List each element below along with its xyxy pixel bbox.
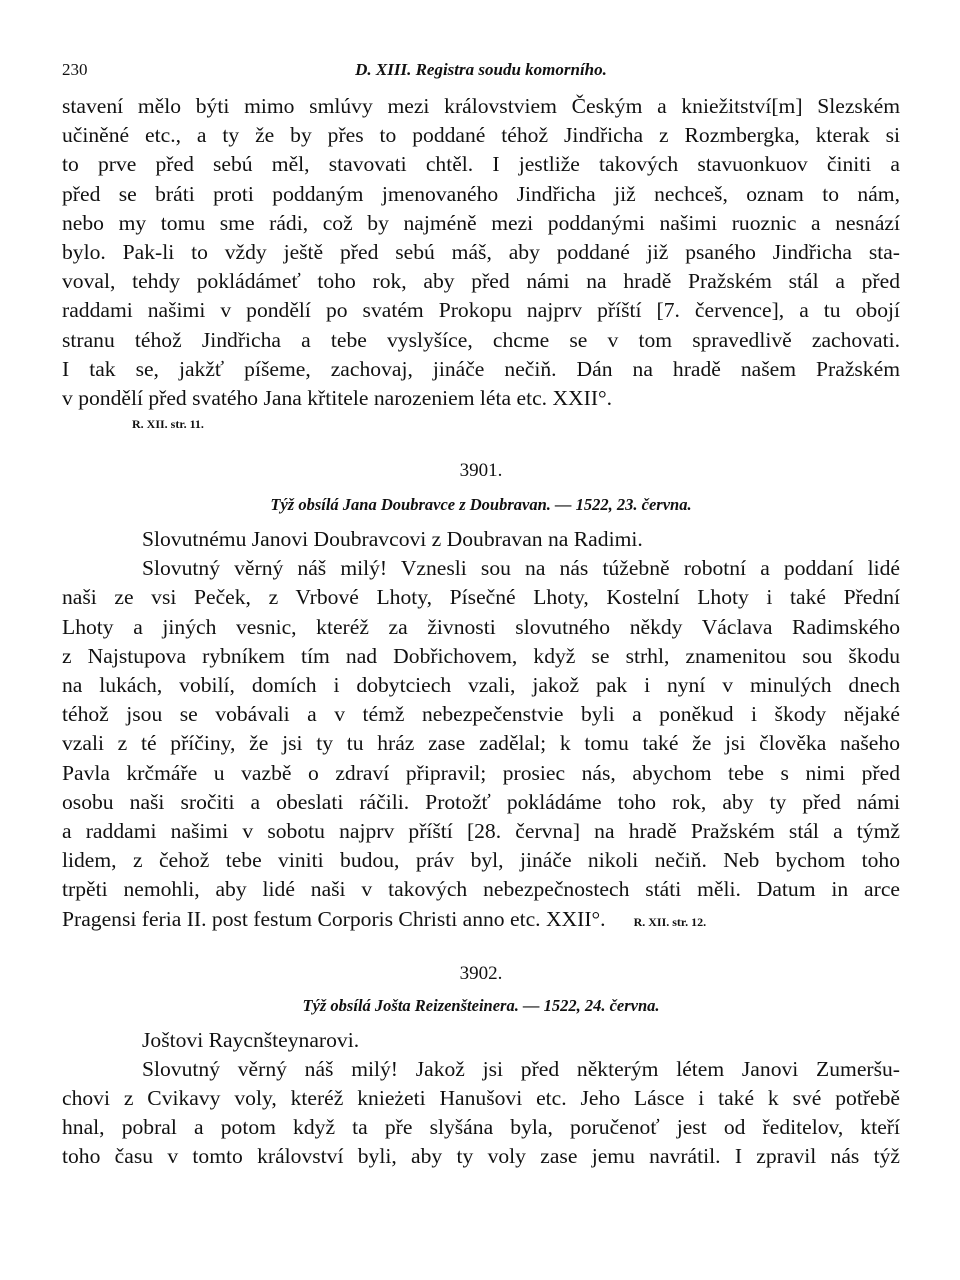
page-number: 230: [62, 60, 88, 79]
text-line: na lukách, vobilí, domích i dobytciech vzali, jakož pak i nyní v minulých dnech: [62, 673, 900, 697]
text-line: před se bráti proti poddaným jmenovaného Jindřicha již nechceš, oznam to nám,: [62, 181, 900, 206]
text-line: Lhoty a jiných vesnic, kteréž za živnosti slovutného někdy Václava Radimského: [62, 614, 900, 639]
text-line: Slovutný věrný náš milý! Vznesli sou na nás túžebně robotní a poddaní lidé: [142, 556, 900, 581]
text-line: lidem, z čehož tebe viniti budou, práv byl, jináče nikoli nečiň. Neb bychom toho: [62, 848, 900, 873]
document-address: Slovutnému Janovi Doubravcovi z Doubravan na Radimi.: [142, 527, 643, 552]
text-line: hnal, pobral a potom když ta pře slyšána byla, poručenoť jest od ředitelov, kteří: [62, 1115, 900, 1140]
text-line: téhož jsou se vobávali a v témž nebezpečenstvie byli a poněkud i škody nějaké: [62, 702, 900, 727]
text-line: a raddami našimi v sobotu najprv příští [28. června] na hradě Pražském stál a týmž: [62, 818, 900, 843]
text-line: Pavla krčmáře u vazbě o zdraví připravil; prosiec nás, abychom tebe s nimi před: [62, 760, 900, 785]
source-reference: R. XII. str. 12.: [633, 914, 707, 929]
text-line: osobu naši sročiti a obeslati ráčili. Protožť pokládáme toho rok, aby ty před námi: [62, 789, 900, 814]
document-summary: Týž obsílá Jošta Reizenšteinera. — 1522, 24. června.: [302, 995, 660, 1015]
text-line: voval, tehdy pokládámeť toho rok, aby před námi na hradě Pražském stál a před: [62, 269, 900, 294]
text-line: Slovutný věrný náš milý! Jakož jsi před některým létem Janovi Zumeršu-: [142, 1056, 900, 1081]
text-line: I tak se, jakžť píšeme, zachovaj, jináče nečiň. Dán na hradě našem Pražském: [62, 356, 900, 381]
document-number: 3901.: [459, 460, 503, 482]
text-line: nebo my tomu sme rádi, což by najméně mezi poddanými našimi ruoznic a nesnází: [62, 210, 900, 235]
document-number: 3902.: [459, 962, 503, 984]
text-line: v pondělí před svatého Jana křtitele narozeniem léta etc. XXII°.: [62, 385, 613, 410]
text-line: vzali z té příčiny, že jsi ty tu hráz zase zadělal; k tomu také že jsi člověka našeho: [62, 731, 900, 756]
text-line: bylo. Pak-li to vždy ještě před sebú máš, aby poddané již psaného Jindřicha sta-: [62, 239, 900, 264]
document-address: Joštovi Raycnšteynarovi.: [142, 1027, 360, 1052]
document-page: [62, 60, 900, 1172]
page-header: [62, 60, 900, 90]
text-line: to prve před sebú měl, stavovati chtěl. I jestliže takových stavuonkuov činiti a: [62, 152, 900, 177]
text-line: chovi z Cvikavy voly, kteréž knieżeti Hanušovi etc. Jeho Lásce i také k své potřebě: [62, 1086, 900, 1111]
text-line: [62, 905, 900, 934]
source-reference: R. XII. str. 11.: [132, 417, 204, 432]
text-line-content: Pragensi feria II. post festum Corporis Christi anno etc. XXII°.: [62, 906, 606, 931]
running-title: D. XIII. Registra soudu komorního.: [355, 60, 607, 79]
text-line: trpěti nemohli, aby lidé naši v takových nebezpečnostech státi měli. Datum in arce: [62, 877, 900, 902]
continuation-text: [62, 92, 900, 435]
text-line: raddami našimi v pondělí po svatém Prokopu najprv příští [7. července], a tu obojí: [62, 298, 900, 323]
document-summary: Týž obsílá Jana Doubravce z Doubravan. — 1522, 23. června.: [270, 495, 692, 515]
text-line: naši ze vsi Peček, z Vrbové Lhoty, Písečné Lhoty, Kostelní Lhoty i také Přední: [62, 585, 900, 610]
text-line: toho času v tomto království byli, aby ty voly zase jemu navrátil. I zpravil nás týž: [62, 1144, 900, 1169]
document-3901: [62, 455, 900, 934]
text-line: z Najstupova rybníkem tím nad Dobřichovem, když se strhl, znamenitou sou škodu: [62, 643, 900, 668]
text-line: stavení mělo býti mimo smlúvy mezi královstviem Českým a kniežitství[m] Slezském: [62, 94, 900, 118]
text-line: stranu téhož Jindřicha a tebe vyslyšíce, chcme se v tom spravedlivě zachovati.: [62, 327, 900, 352]
text-line: učiněné etc., a ty že by přes to poddané téhož Jindřicha z Rozmbergka, kterak si: [62, 123, 900, 148]
document-3902: [62, 958, 900, 1172]
